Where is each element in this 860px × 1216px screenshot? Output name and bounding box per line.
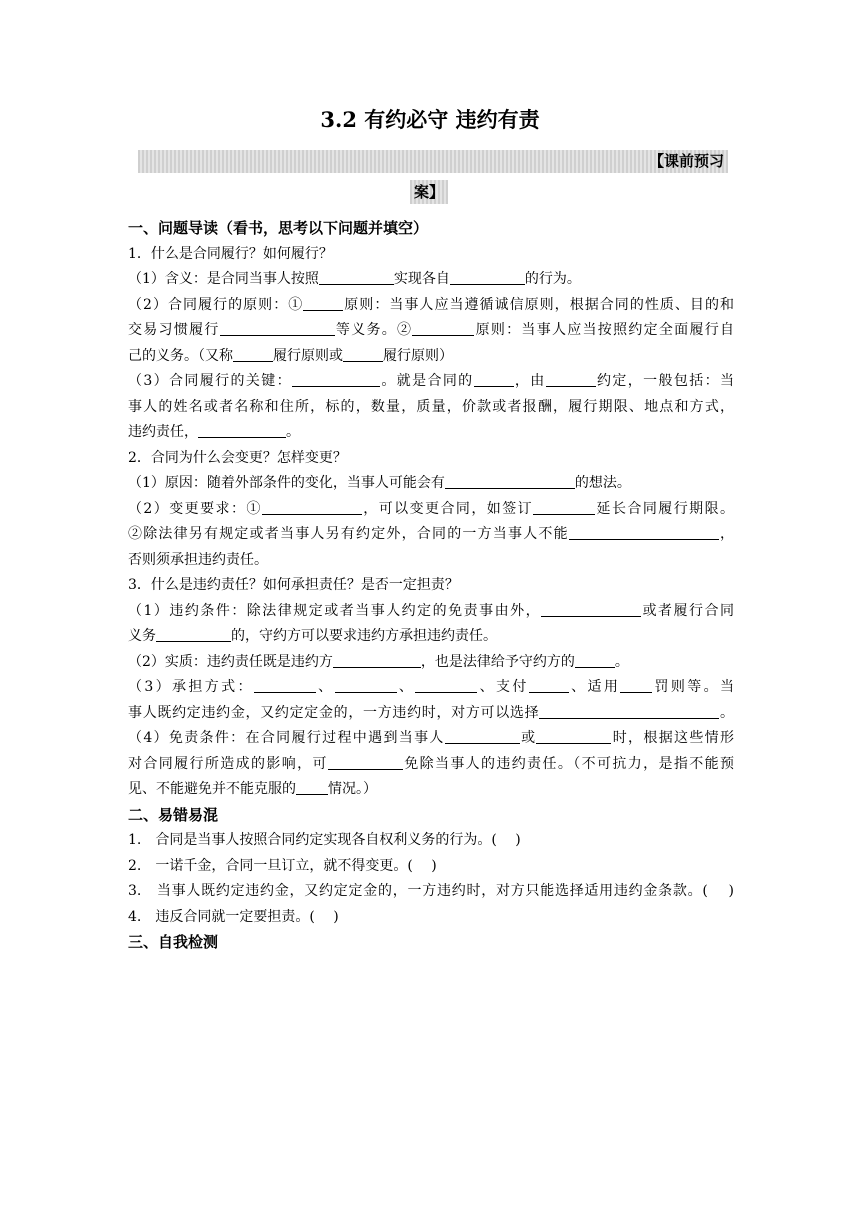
blank [575,652,615,668]
section-heading-1: 一、问题导读（看书，思考以下问题并填空） [128,219,429,237]
q2-line-3: ②除法律另有规定或者当事人另有约定外，合同的一方当事人不能 ， [128,526,735,542]
section-banner [138,150,728,173]
q3-line-6: （4）免责条件：在合同履行过程中遇到当事人 或 时，根据这些情形 [128,730,735,746]
blank [536,728,611,744]
blank [233,346,273,362]
blank [296,779,328,795]
blank [450,269,525,285]
tf-item: 2. 一诺千金，合同一旦订立，就不得变更。( ) [128,857,437,874]
blank [541,601,641,617]
tf-item: 3. 当事人既约定违约金，又约定定金的，一方违约时，对方只能选择适用违约金条款。( ) [128,883,734,899]
blank [546,371,596,387]
blank [474,371,514,387]
blank [335,677,397,693]
q2-line-1: （1）原因：随着外部条件的变化，当事人可能会有 的想法。 [128,475,631,491]
blank [220,320,335,336]
q1-line-4: 己的义务。（又称 履行原则或 履行原则） [128,347,453,364]
q1-line-7: 违约责任， 。 [128,424,300,440]
blank [333,652,421,668]
blank [292,371,380,387]
question-3: 3．什么是违约责任？如何承担责任？是否一定担责？ [128,577,459,593]
q2-line-2: （2）变更要求：① ，可以变更合同，如签订 延长合同履行期限。 [128,500,735,517]
q1-line-3: 交易习惯履行 等义务。② 原则：当事人应当按照约定全面履行自 [128,322,735,338]
blank [539,703,719,719]
blank [620,677,652,693]
blank [328,754,403,770]
blank [262,499,362,515]
tf-item: 1. 合同是当事人按照合同约定实现各自权利义务的行为。( ) [128,832,521,848]
blank [254,677,316,693]
banner-label: 【课前预习 [648,152,724,170]
banner-label-continued: 案】 [410,180,448,204]
blank [533,499,595,515]
section-heading-2: 二、易错易混 [128,805,219,824]
blank [529,677,569,693]
blank [445,473,575,489]
blank [343,346,383,362]
blank [415,677,477,693]
q1-line-5: （3）合同履行的关键： 。就是合同的 ，由 约定，一般包括：当 [128,373,734,389]
question-2: 2．合同为什么会变更？怎样变更？ [128,449,347,466]
blank [445,728,520,744]
q1-line-2: （2）合同履行的原则：① 原则：当事人应当遵循诚信原则，根据合同的性质、目的和 [128,296,734,313]
blank [303,295,343,311]
question-1: 1．什么是合同履行？如何履行？ [128,245,333,262]
blank [198,422,286,438]
document-body [128,216,734,956]
q3-line-5: 事人既约定违约金，又约定定金的，一方违约时，对方可以选择 。 [128,704,735,721]
q1-line-6: 事人的姓名或者名称和住所，标的，数量，质量，价款或者报酬，履行期限、地点和方式， [128,398,734,415]
q1-line-1: （1）含义：是合同当事人按照 实现各自 的行为。 [128,271,581,287]
blank [156,626,231,642]
q3-line-2: 义务 的，守约方可以要求违约方承担违约责任。 [128,628,497,644]
q3-line-4: （3）承担方式： 、 、 、支付 、适用 罚则等。当 [128,679,735,695]
q2-line-4: 否则须承担违约责任。 [128,551,268,568]
blank [569,524,719,540]
blank [412,320,474,336]
q3-line-7: 对合同履行所造成的影响，可 免除当事人的违约责任。（不可抗力，是指不能预 [128,755,734,772]
section-heading-3: 三、自我检测 [128,933,219,951]
page-title: 3.2 有约必守 违约有责 [320,107,540,132]
tf-item: 4. 违反合同就一定要担责。( ) [128,908,339,925]
q3-line-1: （1）违约条件：除法律规定或者当事人约定的免责事由外， 或者履行合同 [128,602,735,619]
blank [319,269,394,285]
q3-line-3: （2）实质：违约责任既是违约方 ，也是法律给予守约方的 。 [128,653,629,670]
q3-line-8: 见、不能避免并不能克服的 情况。） [128,781,377,797]
